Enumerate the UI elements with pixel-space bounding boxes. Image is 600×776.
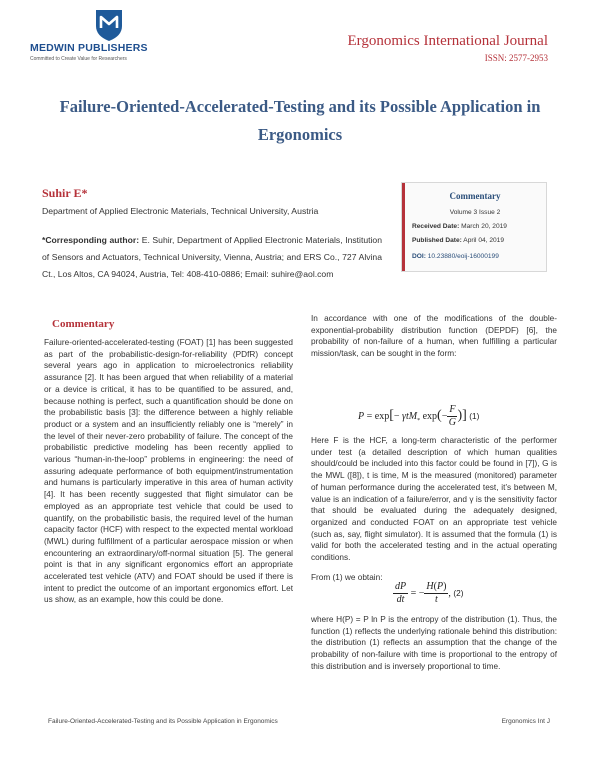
- doi-label: DOI:: [412, 253, 426, 260]
- published-value: April 04, 2019: [463, 237, 504, 244]
- author-name: Suhir E*: [42, 186, 88, 200]
- body-paragraph: where H(P) = P ln P is the entropy of the distribution (1). Thus, the function (1) reflects the underlying rationale behind this distribution: the distribution (1) reflects an assumption that the change of the probability of non-failure with time is proportional to the entropy of this distribution and is inversely proportional to time.: [311, 615, 557, 671]
- published-label: Published Date:: [412, 237, 462, 244]
- corresponding-label: *Corresponding author:: [42, 235, 140, 245]
- equation-1-number: (1): [469, 411, 480, 421]
- corresponding-text: E. Suhir, Department of Applied Electronic Materials, Institution of Sensors and Actuators, Technical University, Vienna, Austria; and ERS Co., 727 Alvina Ct., Los Altos, CA 94024, Austria, Tel: 408-410-0886; Email: suhire@aol.com: [42, 235, 382, 279]
- corresponding-author: [42, 232, 382, 283]
- body-paragraph: In accordance with one of the modifications of the double-exponential-probability distribution function (DEPDF) [6], the probability of non-failure of a human, when fulfilling a particular mission/task, can be sought in the form:: [311, 314, 557, 359]
- author-affiliation: Department of Applied Electronic Materials, Technical University, Austria: [42, 206, 319, 216]
- published-date: [412, 237, 542, 244]
- body-paragraph: From (1) we obtain:: [311, 573, 383, 582]
- publisher-logo: [30, 8, 190, 64]
- publisher-name: MEDWIN PUBLISHERS: [30, 42, 148, 54]
- equation-2-number: (2): [453, 588, 464, 598]
- shield-logo-icon: [30, 8, 190, 42]
- equation-2: $\frac{dP}{dt}$ = − $\frac{H(P)}{t}$ , (2): [395, 581, 464, 605]
- article-type: Commentary: [449, 191, 501, 201]
- publisher-tagline: Committed to Create Value for Researchers: [30, 56, 127, 62]
- section-heading: Commentary: [52, 318, 115, 330]
- volume-issue: Volume 3 Issue 2: [449, 209, 501, 216]
- article-title: Failure-Oriented-Accelerated-Testing and its Possible Application in Ergonomics: [59, 97, 541, 144]
- doi[interactable]: [412, 253, 542, 260]
- doi-link[interactable]: 10.23880/eoij-16000199: [427, 253, 499, 260]
- footer-title: Failure-Oriented-Accelerated-Testing and its Possible Application in Ergonomics: [48, 718, 278, 725]
- issn: ISSN: 2577-2953: [484, 53, 548, 63]
- footer-journal: Ergonomics Int J: [501, 718, 550, 725]
- body-paragraph: Failure-oriented-accelerated-testing (FOAT) [1] has been suggested as part of the probabilistic-design-for-reliability (PDfR) concept several years ago in application to microelectronics reliability assurance [2]. It has been argued that when reliability of a material or a device is critical, it has to be quantified to be assured, and, because nothing is perfect, such a quantification should be done on the probabilistic basis [3]: the difference between a highly reliable product or a system and an insufficiently reliably one is “merely” in the level of their never-zero probability of failure. The concept of the probabilistic predictive modeling has been recently applied to various “human-in-the-loop” problems in engineering: the need of assuring adequate performance of both equipment/instrumentation and humans is particularly imperative in this area of human activity [4]. It has been recently suggested that flight simulator can be employed as an appropriate test vehicle that could be used to quantify, on the probabilistic basis, the required level of the human capacity factor (HCF) with respect to the expected mental workload (MWL) during fulfillment of a particular aerospace mission or when encountering an extraordinary/off-normal situation [5]. The general point is that in any significant ergonomics effort an appropriate accelerated test vehicle (ATV) and FOAT should be used if there is intent to predict the outcome of an important ergonomics effort. Let us show, as an example, how this could be done.: [44, 338, 293, 605]
- received-label: Received Date:: [412, 223, 460, 230]
- article-info-box: [401, 182, 547, 272]
- equation-1: P = exp[− γtM$_*$ exp(− $\frac{F}{G}$ )] (1): [358, 404, 480, 428]
- received-value: March 20, 2019: [461, 223, 507, 230]
- body-paragraph: Here F is the HCF, a long-term characteristic of the performer under test (a detailed description of which human qualities should/could be included into this factor could be found in [7]), G is the MWL ([8]), t is time, M is the measured (monitored) parameter of human performance during the accelerated test, it’s between M, value is an indication of a failure/error, and γ is the sensitivity factor that should be evaluated during the adequately designed, organized and conducted FOAT on an appropriate test vehicle (such as, say, flight simulator). It is assumed that the formula (1) is valid for both the accelerated testing and in the actual operating conditions.: [311, 436, 557, 563]
- journal-name[interactable]: Ergonomics International Journal: [347, 33, 548, 49]
- received-date: [412, 223, 542, 230]
- info-box-accent: [402, 183, 405, 271]
